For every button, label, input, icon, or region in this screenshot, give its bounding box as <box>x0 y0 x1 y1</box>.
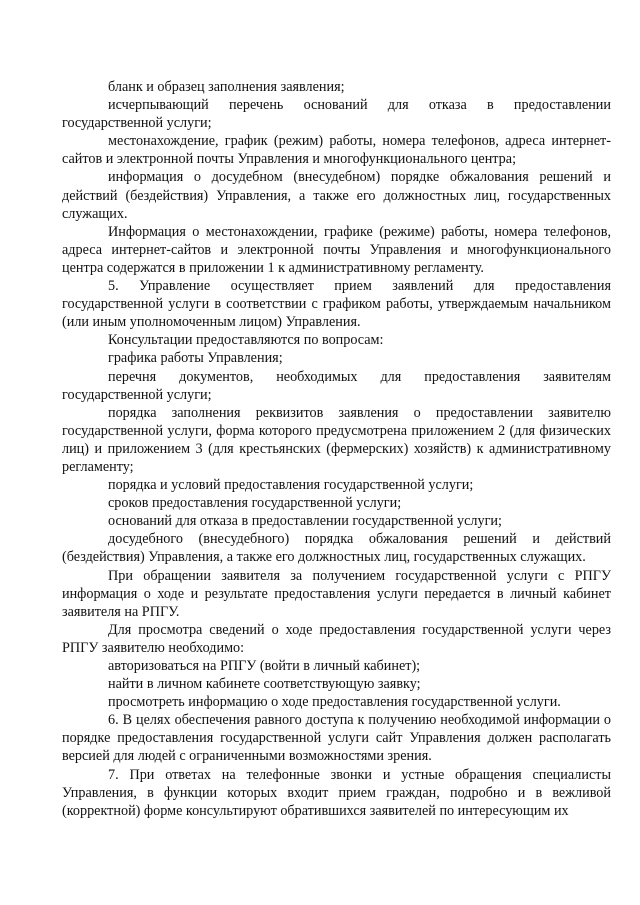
paragraph-location-schedule: местонахождение, график (режим) работы, номера телефонов, адреса интернет-сайтов и электронной почты Управления и многофункционального центра; <box>62 133 611 168</box>
paragraph-documents-list: перечня документов, необходимых для предоставления заявителям государственной услуги; <box>62 368 611 403</box>
paragraph-work-schedule: графика работы Управления; <box>108 350 283 367</box>
paragraph-item-6: 6. В целях обеспечения равного доступа к получению необходимой информации о порядке предоставления государственной услуги сайт Управления должен располагать версией для людей с ограниченными возможностями зрения. <box>62 712 611 765</box>
paragraph-refusal-grounds: исчерпывающий перечень оснований для отказа в предоставлении государственной услуги; <box>62 97 611 132</box>
paragraph-item-5: 5. Управление осуществляет прием заявлений для предоставления государственной услуги в соответствии с графиком работы, утверждаемым начальником (или иным уполномоченным лицом) Управления. <box>62 278 611 331</box>
paragraph-view-info: просмотреть информацию о ходе предоставления государственной услуги. <box>108 694 561 711</box>
paragraph-find-request: найти в личном кабинете соответствующую заявку; <box>108 676 421 693</box>
paragraph-pretrial-appeal: досудебного (внесудебного) порядка обжалования решений и действий (бездействия) Управления, а также его должностных лиц, государственных служащих. <box>62 531 611 566</box>
paragraph-filling-procedure: порядка заполнения реквизитов заявления о предоставлении заявителю государственной услуги, форма которого предусмотрена приложением 2 (для физических лиц) и приложением 3 (для крестьянских (фермерских) хозяйств) к административному регламенту; <box>62 404 611 475</box>
paragraph-rpgu-view: Для просмотра сведений о ходе предоставления государственной услуги через РПГУ заявителю необходимо: <box>62 621 611 656</box>
document-page <box>62 78 611 820</box>
paragraph-terms: сроков предоставления государственной услуги; <box>108 495 402 512</box>
paragraph-authorize: авторизоваться на РПГУ (войти в личный кабинет); <box>108 658 421 674</box>
paragraph-conditions: порядка и условий предоставления государственной услуги; <box>108 477 474 494</box>
paragraph-item-7: 7. При ответах на телефонные звонки и устные обращения специалисты Управления, в функции которых входит прием граждан, подробно и в вежливой (корректной) форме консультируют обратившихся заявителей по интересующим их <box>62 766 611 819</box>
paragraph-consultations: Консультации предоставляются по вопросам: <box>108 332 384 349</box>
paragraph-location-info: Информация о местонахождении, графике (режиме) работы, номера телефонов, адреса интернет-сайтов и электронной почты Управления и многофункционального центра содержатся в приложении 1 к административному регламенту. <box>62 223 611 276</box>
paragraph-appeal-procedure: информация о досудебном (внесудебном) порядке обжалования решений и действий (бездействия) Управления, а также его должностных лиц, государственных служащих. <box>62 169 611 222</box>
paragraph-blank-form: бланк и образец заполнения заявления; <box>108 79 345 95</box>
paragraph-refusal: оснований для отказа в предоставлении государственной услуги; <box>108 513 502 530</box>
paragraph-rpgu-request: При обращении заявителя за получением государственной услуги с РПГУ информация о ходе и результате предоставления услуги передается в личный кабинет заявителя на РПГУ. <box>62 567 611 620</box>
